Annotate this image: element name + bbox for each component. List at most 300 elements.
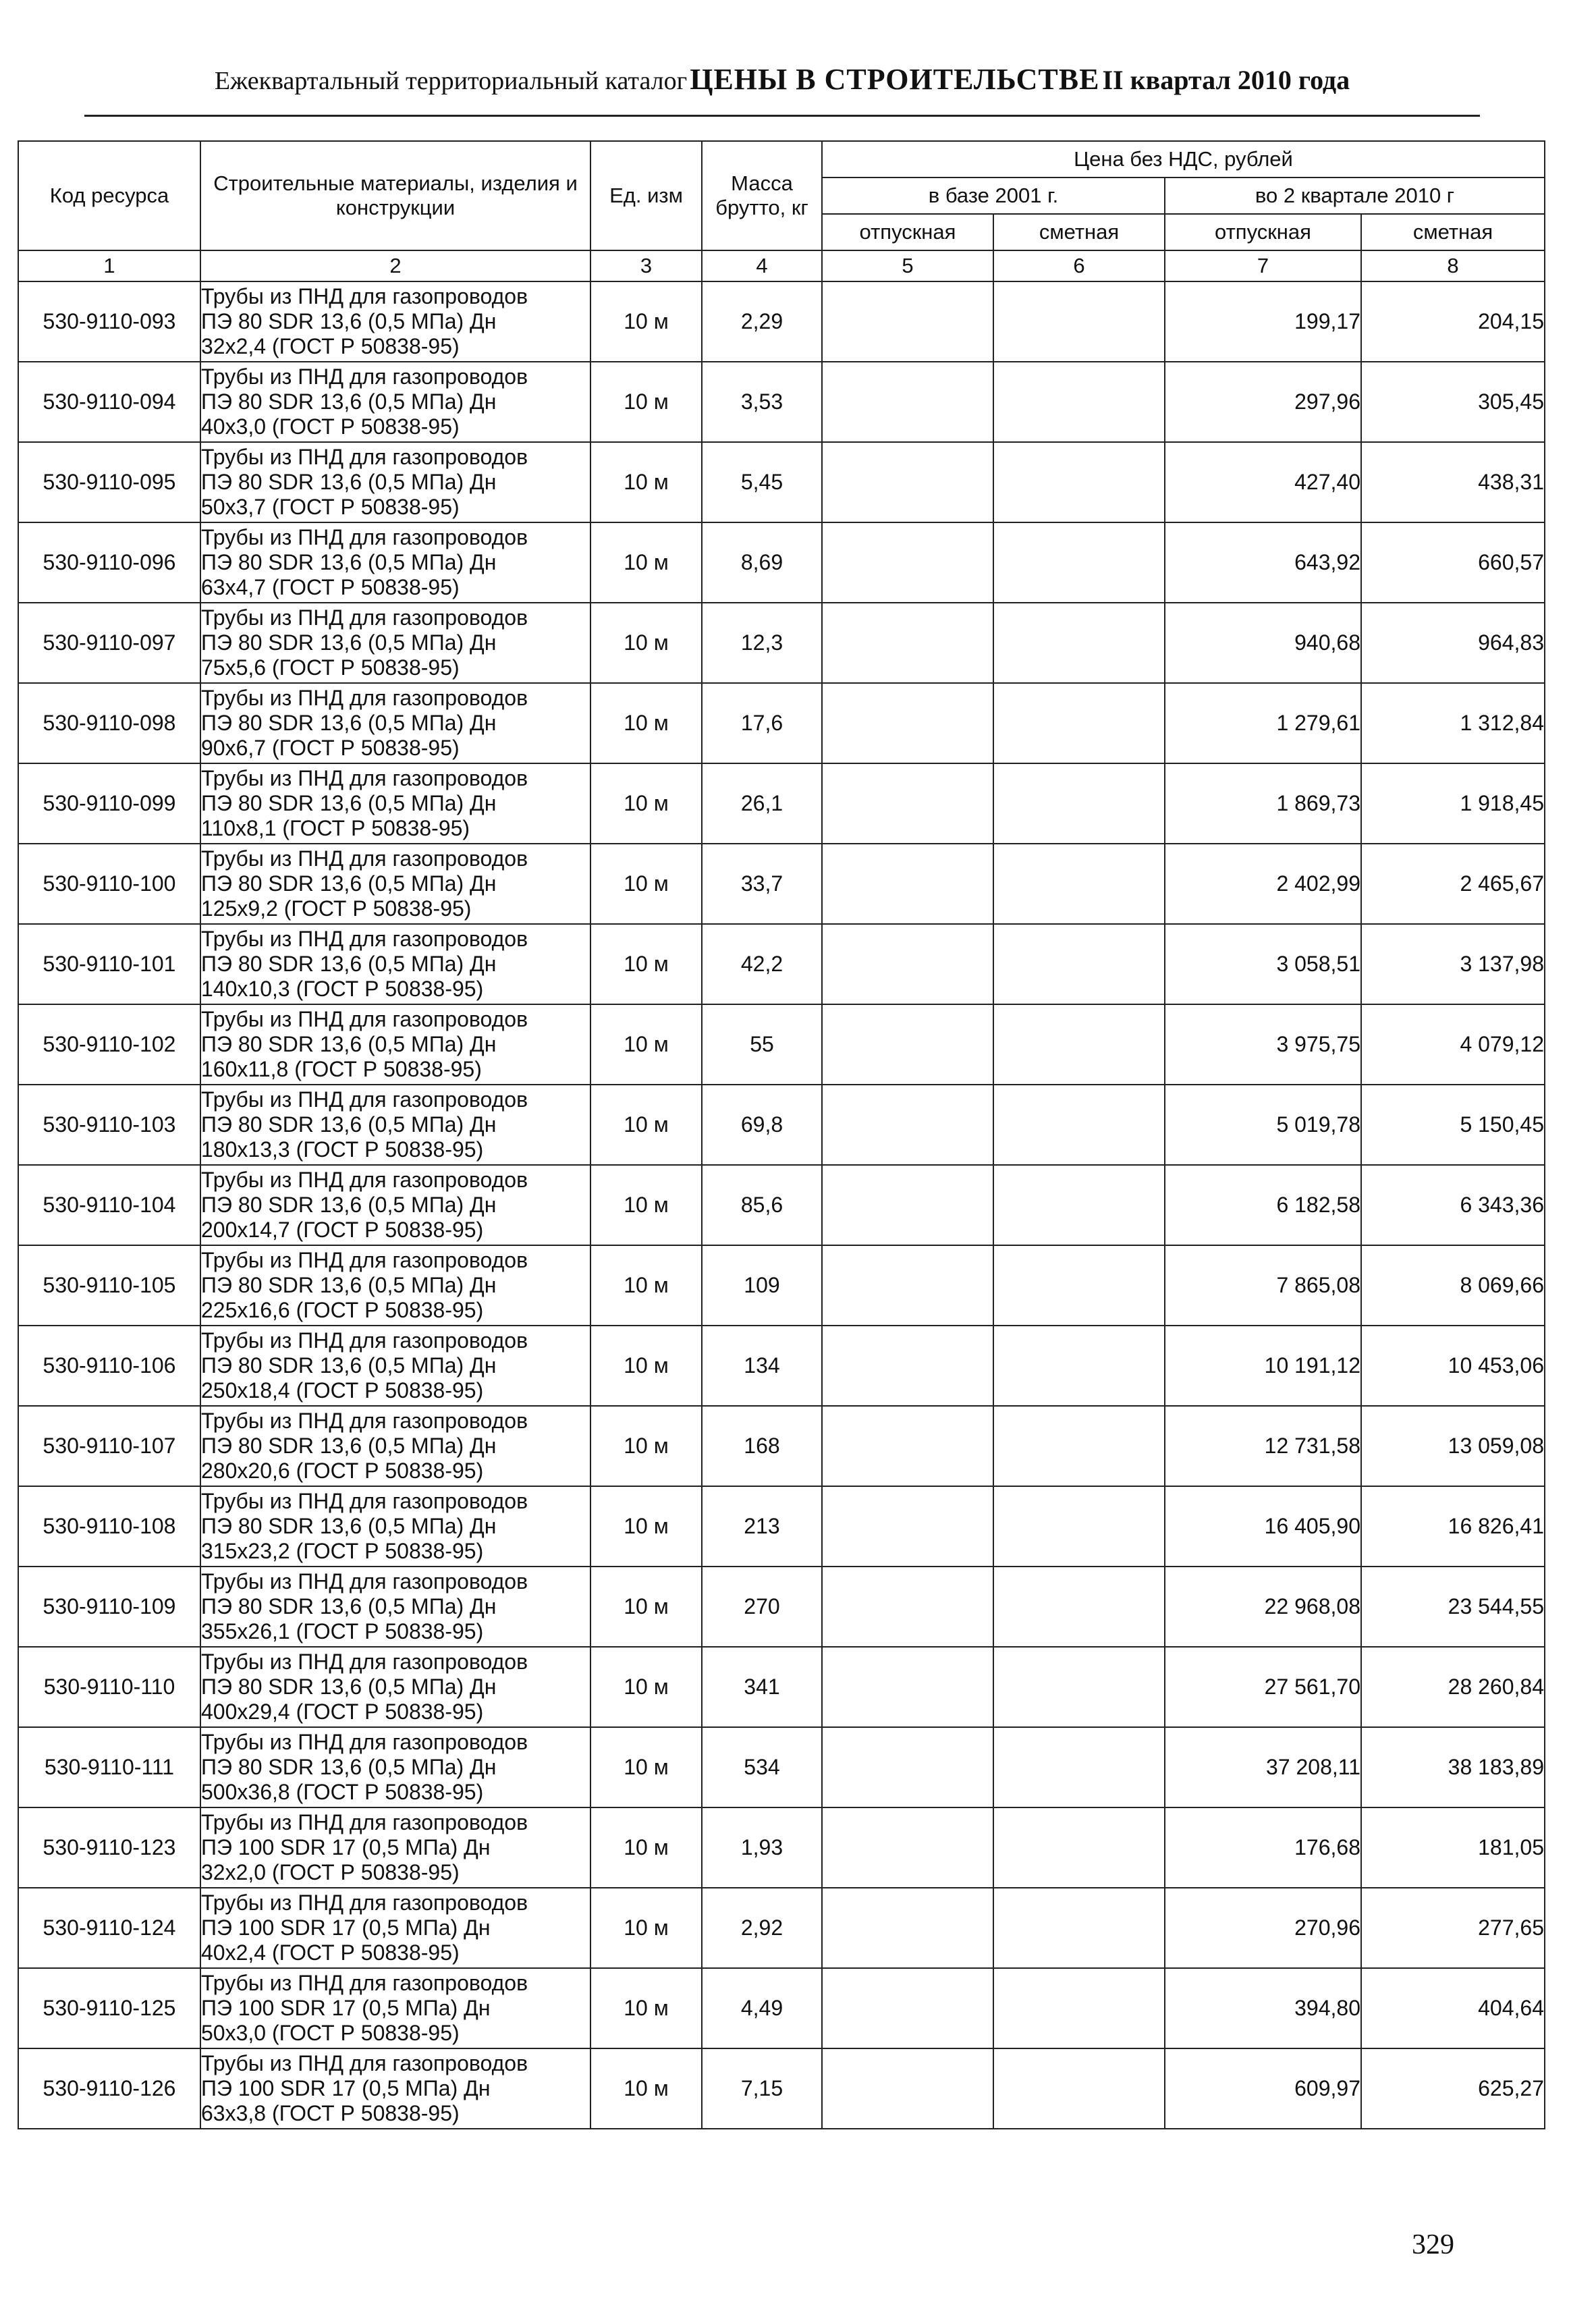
material-name-line: 180x13,3 (ГОСТ Р 50838-95) xyxy=(201,1137,484,1162)
column-number: 8 xyxy=(1361,250,1545,281)
q2-release-price: 427,40 xyxy=(1165,442,1361,522)
q2-estimate-price: 28 260,84 xyxy=(1361,1647,1545,1727)
material-name-line: ПЭ 80 SDR 13,6 (0,5 МПа) Дн xyxy=(201,630,497,655)
mass-cell: 270 xyxy=(702,1567,822,1647)
base-estimate-price xyxy=(993,1647,1165,1727)
resource-code: 530-9110-099 xyxy=(18,763,200,844)
base-release-price xyxy=(822,442,993,522)
table-row xyxy=(18,362,1545,442)
table-row xyxy=(18,1567,1545,1647)
material-name-line: Трубы из ПНД для газопроводов xyxy=(201,2051,528,2075)
header-base-release: отпускная xyxy=(822,214,993,250)
base-estimate-price xyxy=(993,1727,1165,1807)
header-code: Код ресурса xyxy=(18,141,200,250)
q2-release-price: 3 975,75 xyxy=(1165,1004,1361,1085)
unit-cell: 10 м xyxy=(590,281,702,362)
unit-cell: 10 м xyxy=(590,1486,702,1567)
q2-estimate-price: 4 079,12 xyxy=(1361,1004,1545,1085)
q2-release-price: 199,17 xyxy=(1165,281,1361,362)
material-name-line: ПЭ 80 SDR 13,6 (0,5 МПа) Дн xyxy=(201,309,497,333)
material-name-line: ПЭ 80 SDR 13,6 (0,5 МПа) Дн xyxy=(201,791,497,815)
material-name xyxy=(200,362,590,442)
base-estimate-price xyxy=(993,281,1165,362)
q2-release-price: 22 968,08 xyxy=(1165,1567,1361,1647)
base-release-price xyxy=(822,1968,993,2048)
material-name-line: Трубы из ПНД для газопроводов xyxy=(201,1650,528,1674)
material-name xyxy=(200,1245,590,1326)
resource-code: 530-9110-101 xyxy=(18,924,200,1004)
base-release-price xyxy=(822,1888,993,1968)
base-release-price xyxy=(822,281,993,362)
base-estimate-price xyxy=(993,442,1165,522)
base-estimate-price xyxy=(993,924,1165,1004)
material-name-line: 225x16,6 (ГОСТ Р 50838-95) xyxy=(201,1298,484,1322)
base-release-price xyxy=(822,1245,993,1326)
resource-code: 530-9110-124 xyxy=(18,1888,200,1968)
material-name-line: Трубы из ПНД для газопроводов xyxy=(201,1007,528,1031)
material-name-line: ПЭ 80 SDR 13,6 (0,5 МПа) Дн xyxy=(201,470,497,494)
base-estimate-price xyxy=(993,603,1165,683)
mass-cell: 534 xyxy=(702,1727,822,1807)
resource-code: 530-9110-105 xyxy=(18,1245,200,1326)
material-name-line: ПЭ 80 SDR 13,6 (0,5 МПа) Дн xyxy=(201,1434,497,1458)
mass-cell: 7,15 xyxy=(702,2048,822,2129)
unit-cell: 10 м xyxy=(590,1165,702,1245)
material-name xyxy=(200,603,590,683)
resource-code: 530-9110-125 xyxy=(18,1968,200,2048)
material-name xyxy=(200,1165,590,1245)
table-row xyxy=(18,683,1545,763)
material-name xyxy=(200,1326,590,1406)
unit-cell: 10 м xyxy=(590,1085,702,1165)
resource-code: 530-9110-111 xyxy=(18,1727,200,1807)
base-release-price xyxy=(822,603,993,683)
q2-estimate-price: 10 453,06 xyxy=(1361,1326,1545,1406)
q2-release-price: 10 191,12 xyxy=(1165,1326,1361,1406)
resource-code: 530-9110-104 xyxy=(18,1165,200,1245)
resource-code: 530-9110-110 xyxy=(18,1647,200,1727)
material-name-line: 63x4,7 (ГОСТ Р 50838-95) xyxy=(201,575,460,599)
mass-cell: 33,7 xyxy=(702,844,822,924)
base-estimate-price xyxy=(993,1968,1165,2048)
material-name xyxy=(200,1968,590,2048)
material-name-line: 500x36,8 (ГОСТ Р 50838-95) xyxy=(201,1780,484,1804)
material-name-line: 125x9,2 (ГОСТ Р 50838-95) xyxy=(201,896,472,921)
base-estimate-price xyxy=(993,1165,1165,1245)
material-name xyxy=(200,1727,590,1807)
material-name-line: 160x11,8 (ГОСТ Р 50838-95) xyxy=(201,1057,482,1081)
unit-cell: 10 м xyxy=(590,924,702,1004)
q2-release-price: 5 019,78 xyxy=(1165,1085,1361,1165)
unit-cell: 10 м xyxy=(590,1807,702,1888)
price-table xyxy=(18,140,1545,2129)
material-name-line: Трубы из ПНД для газопроводов xyxy=(201,686,528,710)
material-name-line: 90x6,7 (ГОСТ Р 50838-95) xyxy=(201,736,460,760)
material-name xyxy=(200,1807,590,1888)
material-name-line: Трубы из ПНД для газопроводов xyxy=(201,1489,528,1513)
material-name xyxy=(200,442,590,522)
q2-estimate-price: 2 465,67 xyxy=(1361,844,1545,924)
resource-code: 530-9110-106 xyxy=(18,1326,200,1406)
material-name-line: ПЭ 100 SDR 17 (0,5 МПа) Дн xyxy=(201,1835,491,1859)
table-row xyxy=(18,1727,1545,1807)
q2-estimate-price: 625,27 xyxy=(1361,2048,1545,2129)
q2-estimate-price: 181,05 xyxy=(1361,1807,1545,1888)
material-name-line: Трубы из ПНД для газопроводов xyxy=(201,927,528,951)
q2-estimate-price: 277,65 xyxy=(1361,1888,1545,1968)
base-estimate-price xyxy=(993,1406,1165,1486)
material-name-line: ПЭ 80 SDR 13,6 (0,5 МПа) Дн xyxy=(201,1273,497,1297)
unit-cell: 10 м xyxy=(590,522,702,603)
unit-cell: 10 м xyxy=(590,1004,702,1085)
column-number: 6 xyxy=(993,250,1165,281)
resource-code: 530-9110-108 xyxy=(18,1486,200,1567)
material-name xyxy=(200,2048,590,2129)
table-row xyxy=(18,1245,1545,1326)
material-name-line: Трубы из ПНД для газопроводов xyxy=(201,846,528,871)
base-estimate-price xyxy=(993,1888,1165,1968)
base-estimate-price xyxy=(993,1004,1165,1085)
unit-cell: 10 м xyxy=(590,1727,702,1807)
q2-estimate-price: 964,83 xyxy=(1361,603,1545,683)
base-estimate-price xyxy=(993,362,1165,442)
base-estimate-price xyxy=(993,522,1165,603)
table-body xyxy=(18,281,1545,2129)
resource-code: 530-9110-109 xyxy=(18,1567,200,1647)
material-name-line: Трубы из ПНД для газопроводов xyxy=(201,1810,528,1834)
material-name-line: ПЭ 80 SDR 13,6 (0,5 МПа) Дн xyxy=(201,1032,497,1056)
base-release-price xyxy=(822,1165,993,1245)
q2-estimate-price: 305,45 xyxy=(1361,362,1545,442)
q2-estimate-price: 13 059,08 xyxy=(1361,1406,1545,1486)
material-name-line: 355x26,1 (ГОСТ Р 50838-95) xyxy=(201,1619,484,1643)
material-name-line: ПЭ 100 SDR 17 (0,5 МПа) Дн xyxy=(201,2076,491,2100)
q2-release-price: 6 182,58 xyxy=(1165,1165,1361,1245)
material-name-line: 110x8,1 (ГОСТ Р 50838-95) xyxy=(201,816,470,840)
material-name-line: ПЭ 80 SDR 13,6 (0,5 МПа) Дн xyxy=(201,389,497,414)
mass-cell: 5,45 xyxy=(702,442,822,522)
q2-release-price: 37 208,11 xyxy=(1165,1727,1361,1807)
q2-release-price: 27 561,70 xyxy=(1165,1647,1361,1727)
q2-estimate-price: 5 150,45 xyxy=(1361,1085,1545,1165)
mass-cell: 8,69 xyxy=(702,522,822,603)
base-release-price xyxy=(822,763,993,844)
resource-code: 530-9110-103 xyxy=(18,1085,200,1165)
mass-cell: 3,53 xyxy=(702,362,822,442)
header-title: ЦЕНЫ В СТРОИТЕЛЬСТВЕ xyxy=(690,63,1100,96)
q2-estimate-price: 16 826,41 xyxy=(1361,1486,1545,1567)
material-name-line: ПЭ 80 SDR 13,6 (0,5 МПа) Дн xyxy=(201,1514,497,1538)
resource-code: 530-9110-098 xyxy=(18,683,200,763)
q2-release-price: 609,97 xyxy=(1165,2048,1361,2129)
material-name-line: Трубы из ПНД для газопроводов xyxy=(201,1409,528,1433)
table-row xyxy=(18,844,1545,924)
material-name-line: 32x2,0 (ГОСТ Р 50838-95) xyxy=(201,1860,460,1884)
table-row xyxy=(18,1406,1545,1486)
table-row xyxy=(18,603,1545,683)
column-number: 5 xyxy=(822,250,993,281)
material-name xyxy=(200,763,590,844)
q2-release-price: 12 731,58 xyxy=(1165,1406,1361,1486)
base-release-price xyxy=(822,1004,993,1085)
q2-release-price: 643,92 xyxy=(1165,522,1361,603)
mass-cell: 85,6 xyxy=(702,1165,822,1245)
material-name-line: 140x10,3 (ГОСТ Р 50838-95) xyxy=(201,977,484,1001)
material-name-line: 400x29,4 (ГОСТ Р 50838-95) xyxy=(201,1699,484,1724)
column-number-row xyxy=(18,250,1545,281)
resource-code: 530-9110-102 xyxy=(18,1004,200,1085)
material-name xyxy=(200,1004,590,1085)
material-name-line: 63x3,8 (ГОСТ Р 50838-95) xyxy=(201,2101,460,2125)
header-prefix: Ежеквартальный территориальный каталог xyxy=(214,67,688,95)
q2-estimate-price: 1 918,45 xyxy=(1361,763,1545,844)
unit-cell: 10 м xyxy=(590,1647,702,1727)
base-estimate-price xyxy=(993,1085,1165,1165)
q2-release-price: 7 865,08 xyxy=(1165,1245,1361,1326)
material-name xyxy=(200,1567,590,1647)
material-name-line: 50x3,0 (ГОСТ Р 50838-95) xyxy=(201,2021,460,2045)
mass-cell: 341 xyxy=(702,1647,822,1727)
column-number: 2 xyxy=(200,250,590,281)
material-name-line: 50x3,7 (ГОСТ Р 50838-95) xyxy=(201,495,460,519)
base-release-price xyxy=(822,683,993,763)
header-base-2001: в базе 2001 г. xyxy=(822,178,1165,214)
material-name-line: Трубы из ПНД для газопроводов xyxy=(201,445,528,469)
unit-cell: 10 м xyxy=(590,1245,702,1326)
material-name-line: ПЭ 80 SDR 13,6 (0,5 МПа) Дн xyxy=(201,550,497,574)
material-name-line: Трубы из ПНД для газопроводов xyxy=(201,605,528,630)
material-name-line: Трубы из ПНД для газопроводов xyxy=(201,284,528,308)
base-release-price xyxy=(822,1326,993,1406)
table-row xyxy=(18,1647,1545,1727)
resource-code: 530-9110-093 xyxy=(18,281,200,362)
material-name-line: ПЭ 80 SDR 13,6 (0,5 МПа) Дн xyxy=(201,1675,497,1699)
material-name-line: ПЭ 80 SDR 13,6 (0,5 МПа) Дн xyxy=(201,1112,497,1137)
base-estimate-price xyxy=(993,1567,1165,1647)
resource-code: 530-9110-095 xyxy=(18,442,200,522)
table-row xyxy=(18,1165,1545,1245)
material-name xyxy=(200,924,590,1004)
table-row xyxy=(18,2048,1545,2129)
q2-release-price: 2 402,99 xyxy=(1165,844,1361,924)
q2-release-price: 1 869,73 xyxy=(1165,763,1361,844)
q2-estimate-price: 404,64 xyxy=(1361,1968,1545,2048)
unit-cell: 10 м xyxy=(590,1968,702,2048)
q2-estimate-price: 1 312,84 xyxy=(1361,683,1545,763)
material-name-line: Трубы из ПНД для газопроводов xyxy=(201,1168,528,1192)
column-number: 1 xyxy=(18,250,200,281)
q2-estimate-price: 6 343,36 xyxy=(1361,1165,1545,1245)
material-name-line: Трубы из ПНД для газопроводов xyxy=(201,525,528,549)
material-name-line: ПЭ 80 SDR 13,6 (0,5 МПа) Дн xyxy=(201,952,497,976)
base-estimate-price xyxy=(993,683,1165,763)
mass-cell: 2,29 xyxy=(702,281,822,362)
material-name xyxy=(200,1647,590,1727)
material-name xyxy=(200,522,590,603)
table-row xyxy=(18,1486,1545,1567)
resource-code: 530-9110-100 xyxy=(18,844,200,924)
base-estimate-price xyxy=(993,2048,1165,2129)
mass-cell: 4,49 xyxy=(702,1968,822,2048)
material-name-line: Трубы из ПНД для газопроводов xyxy=(201,1328,528,1353)
material-name-line: Трубы из ПНД для газопроводов xyxy=(201,766,528,790)
q2-estimate-price: 3 137,98 xyxy=(1361,924,1545,1004)
base-release-price xyxy=(822,2048,993,2129)
material-name-line: Трубы из ПНД для газопроводов xyxy=(201,1569,528,1594)
unit-cell: 10 м xyxy=(590,1888,702,1968)
resource-code: 530-9110-097 xyxy=(18,603,200,683)
table-row xyxy=(18,442,1545,522)
material-name-line: ПЭ 80 SDR 13,6 (0,5 МПа) Дн xyxy=(201,1193,497,1217)
unit-cell: 10 м xyxy=(590,1567,702,1647)
resource-code: 530-9110-107 xyxy=(18,1406,200,1486)
mass-cell: 213 xyxy=(702,1486,822,1567)
material-name-line: Трубы из ПНД для газопроводов xyxy=(201,1890,528,1915)
mass-cell: 2,92 xyxy=(702,1888,822,1968)
material-name xyxy=(200,844,590,924)
q2-estimate-price: 23 544,55 xyxy=(1361,1567,1545,1647)
material-name-line: 75x5,6 (ГОСТ Р 50838-95) xyxy=(201,655,460,680)
base-release-price xyxy=(822,1647,993,1727)
header-base-estimate: сметная xyxy=(993,214,1165,250)
base-release-price xyxy=(822,1567,993,1647)
material-name-line: Трубы из ПНД для газопроводов xyxy=(201,1248,528,1272)
header-q2-estimate: сметная xyxy=(1361,214,1545,250)
header-q2-2010: во 2 квартале 2010 г xyxy=(1165,178,1545,214)
material-name-line: 250x18,4 (ГОСТ Р 50838-95) xyxy=(201,1378,484,1403)
base-release-price xyxy=(822,1727,993,1807)
base-release-price xyxy=(822,1406,993,1486)
mass-cell: 17,6 xyxy=(702,683,822,763)
unit-cell: 10 м xyxy=(590,1326,702,1406)
mass-cell: 1,93 xyxy=(702,1807,822,1888)
mass-cell: 42,2 xyxy=(702,924,822,1004)
base-estimate-price xyxy=(993,763,1165,844)
table-row xyxy=(18,924,1545,1004)
material-name xyxy=(200,1888,590,1968)
material-name-line: 315x23,2 (ГОСТ Р 50838-95) xyxy=(201,1539,484,1563)
unit-cell: 10 м xyxy=(590,844,702,924)
mass-cell: 69,8 xyxy=(702,1085,822,1165)
material-name-line: Трубы из ПНД для газопроводов xyxy=(201,364,528,389)
resource-code: 530-9110-126 xyxy=(18,2048,200,2129)
resource-code: 530-9110-123 xyxy=(18,1807,200,1888)
unit-cell: 10 м xyxy=(590,603,702,683)
table-row xyxy=(18,763,1545,844)
base-release-price xyxy=(822,362,993,442)
header-q2-release: отпускная xyxy=(1165,214,1361,250)
page-number: 329 xyxy=(1412,2229,1454,2260)
q2-release-price: 3 058,51 xyxy=(1165,924,1361,1004)
q2-release-price: 16 405,90 xyxy=(1165,1486,1361,1567)
header-unit: Ед. изм xyxy=(590,141,702,250)
q2-release-price: 1 279,61 xyxy=(1165,683,1361,763)
material-name xyxy=(200,1085,590,1165)
base-release-price xyxy=(822,1486,993,1567)
material-name-line: ПЭ 100 SDR 17 (0,5 МПа) Дн xyxy=(201,1996,491,2020)
material-name xyxy=(200,281,590,362)
unit-cell: 10 м xyxy=(590,362,702,442)
base-estimate-price xyxy=(993,844,1165,924)
q2-estimate-price: 204,15 xyxy=(1361,281,1545,362)
material-name-line: ПЭ 100 SDR 17 (0,5 МПа) Дн xyxy=(201,1915,491,1940)
q2-estimate-price: 660,57 xyxy=(1361,522,1545,603)
header-materials: Строительные материалы, изделия и конструкции xyxy=(200,141,590,250)
base-release-price xyxy=(822,1085,993,1165)
unit-cell: 10 м xyxy=(590,442,702,522)
q2-release-price: 394,80 xyxy=(1165,1968,1361,2048)
unit-cell: 10 м xyxy=(590,1406,702,1486)
base-release-price xyxy=(822,924,993,1004)
column-number: 7 xyxy=(1165,250,1361,281)
material-name-line: Трубы из ПНД для газопроводов xyxy=(201,1087,528,1112)
material-name xyxy=(200,1486,590,1567)
mass-cell: 26,1 xyxy=(702,763,822,844)
material-name-line: ПЭ 80 SDR 13,6 (0,5 МПа) Дн xyxy=(201,1353,497,1378)
mass-cell: 55 xyxy=(702,1004,822,1085)
q2-release-price: 176,68 xyxy=(1165,1807,1361,1888)
material-name-line: ПЭ 80 SDR 13,6 (0,5 МПа) Дн xyxy=(201,871,497,896)
page-header xyxy=(84,62,1480,117)
column-number: 4 xyxy=(702,250,822,281)
q2-estimate-price: 8 069,66 xyxy=(1361,1245,1545,1326)
header-quarter: II квартал 2010 года xyxy=(1102,65,1350,95)
unit-cell: 10 м xyxy=(590,2048,702,2129)
table-row xyxy=(18,1807,1545,1888)
unit-cell: 10 м xyxy=(590,683,702,763)
header-price: Цена без НДС, рублей xyxy=(822,141,1545,178)
table-head xyxy=(18,141,1545,281)
table-row xyxy=(18,1085,1545,1165)
mass-cell: 134 xyxy=(702,1326,822,1406)
material-name-line: 40x2,4 (ГОСТ Р 50838-95) xyxy=(201,1940,460,1965)
base-release-price xyxy=(822,522,993,603)
resource-code: 530-9110-094 xyxy=(18,362,200,442)
material-name-line: 40x3,0 (ГОСТ Р 50838-95) xyxy=(201,414,460,439)
material-name xyxy=(200,683,590,763)
table-row xyxy=(18,1888,1545,1968)
mass-cell: 168 xyxy=(702,1406,822,1486)
material-name-line: 200x14,7 (ГОСТ Р 50838-95) xyxy=(201,1218,484,1242)
table-row xyxy=(18,281,1545,362)
material-name-line: ПЭ 80 SDR 13,6 (0,5 МПа) Дн xyxy=(201,1594,497,1618)
base-estimate-price xyxy=(993,1807,1165,1888)
q2-estimate-price: 438,31 xyxy=(1361,442,1545,522)
mass-cell: 12,3 xyxy=(702,603,822,683)
column-number: 3 xyxy=(590,250,702,281)
base-release-price xyxy=(822,844,993,924)
resource-code: 530-9110-096 xyxy=(18,522,200,603)
table-row xyxy=(18,1004,1545,1085)
header-mass: Масса брутто, кг xyxy=(702,141,822,250)
material-name-line: 32x2,4 (ГОСТ Р 50838-95) xyxy=(201,334,460,358)
material-name xyxy=(200,1406,590,1486)
q2-release-price: 297,96 xyxy=(1165,362,1361,442)
mass-cell: 109 xyxy=(702,1245,822,1326)
table-row xyxy=(18,1326,1545,1406)
base-estimate-price xyxy=(993,1486,1165,1567)
q2-estimate-price: 38 183,89 xyxy=(1361,1727,1545,1807)
base-estimate-price xyxy=(993,1245,1165,1326)
material-name-line: Трубы из ПНД для газопроводов xyxy=(201,1971,528,1995)
q2-release-price: 940,68 xyxy=(1165,603,1361,683)
material-name-line: ПЭ 80 SDR 13,6 (0,5 МПа) Дн xyxy=(201,711,497,735)
q2-release-price: 270,96 xyxy=(1165,1888,1361,1968)
base-release-price xyxy=(822,1807,993,1888)
material-name-line: Трубы из ПНД для газопроводов xyxy=(201,1730,528,1754)
material-name-line: 280x20,6 (ГОСТ Р 50838-95) xyxy=(201,1459,484,1483)
unit-cell: 10 м xyxy=(590,763,702,844)
